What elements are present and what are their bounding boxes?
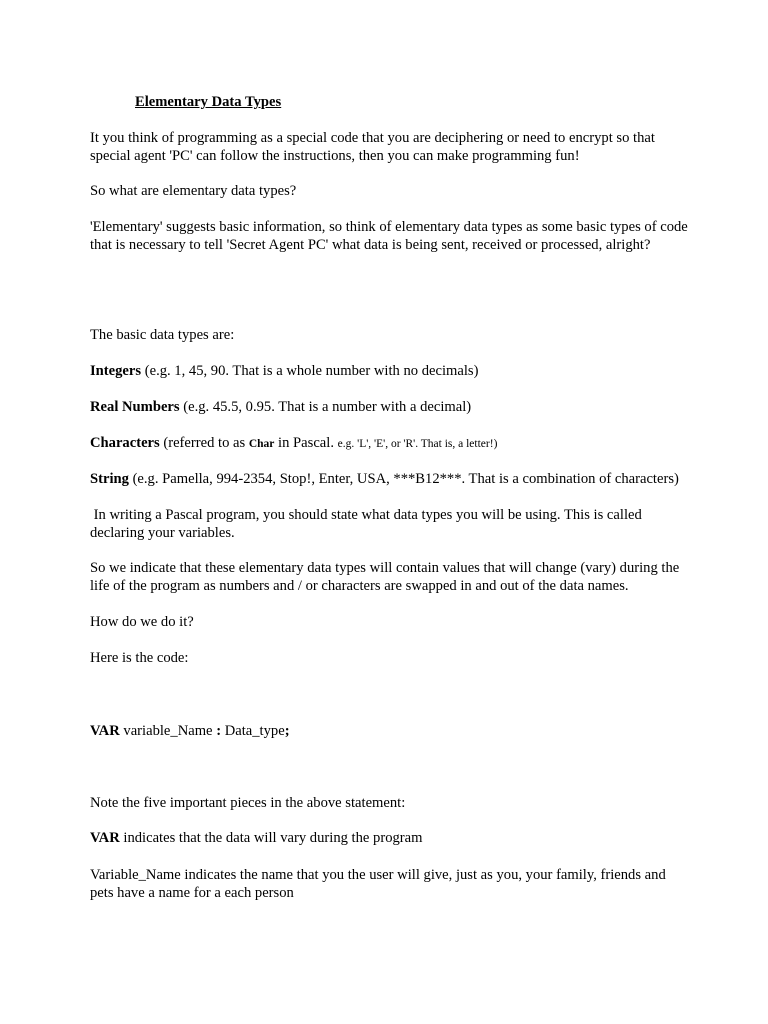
- string-desc: (e.g. Pamella, 994-2354, Stop!, Enter, USA, ***B12***. That is a combination of characters): [128, 471, 679, 487]
- characters-item: [90, 434, 690, 453]
- real-numbers-item: [90, 398, 690, 416]
- question-paragraph: So what are elementary data types?: [90, 183, 297, 199]
- char-keyword: Char: [248, 438, 275, 450]
- real-numbers-term: Real Numbers: [90, 399, 180, 415]
- note-paragraph: Note the five important pieces in the above statement:: [90, 795, 406, 811]
- characters-mid: in Pascal.: [274, 435, 338, 451]
- var-explanation: [90, 829, 690, 847]
- characters-tail: e.g. 'L', 'E', or 'R'. That is, a letter!): [337, 438, 498, 450]
- elementary-paragraph: 'Elementary' suggests basic information, so think of elementary data types as some basic types of code that is necessary to tell 'Secret Agent PC' what data is being sent, received or processed, alright?: [90, 219, 688, 253]
- how-paragraph: How do we do it?: [90, 614, 194, 630]
- integers-item: [90, 362, 690, 380]
- integers-desc: (e.g. 1, 45, 90. That is a whole number with no decimals): [141, 363, 479, 379]
- vary-paragraph: So we indicate that these elementary data types will contain values that will change (vary) during the life of the program as numbers and / or characters are swapped in and out of the data names.: [90, 560, 680, 594]
- var-term: VAR: [90, 830, 120, 846]
- characters-pre: (referred to as: [159, 435, 249, 451]
- characters-term: Characters: [90, 435, 160, 451]
- intro-paragraph: It you think of programming as a special code that you are deciphering or need to encrypt so that special agent 'PC' can follow the instructions, then you can make programming fun!: [90, 130, 655, 164]
- document-title: Elementary Data Types: [135, 94, 282, 110]
- declaring-paragraph: In writing a Pascal program, you should state what data types you will be using. This is called declaring your variables.: [90, 507, 646, 541]
- integers-term: Integers: [90, 363, 142, 379]
- code-variable-name: variable_Name: [119, 723, 217, 739]
- string-item: [90, 470, 690, 488]
- basic-types-intro: The basic data types are:: [90, 327, 235, 343]
- code-semicolon: ;: [284, 723, 290, 739]
- code-colon: :: [216, 723, 222, 739]
- string-term: String: [90, 471, 129, 487]
- code-var-keyword: VAR: [90, 723, 120, 739]
- real-numbers-desc: (e.g. 45.5, 0.95. That is a number with a decimal): [179, 399, 472, 415]
- code-statement: [90, 722, 690, 740]
- variable-name-explanation: Variable_Name indicates the name that you the user will give, just as you, your family, friends and pets have a name for a each person: [90, 867, 666, 901]
- code-data-type: Data_type: [221, 723, 285, 739]
- var-desc: indicates that the data will vary during the program: [119, 830, 423, 846]
- here-code-paragraph: Here is the code:: [90, 650, 189, 666]
